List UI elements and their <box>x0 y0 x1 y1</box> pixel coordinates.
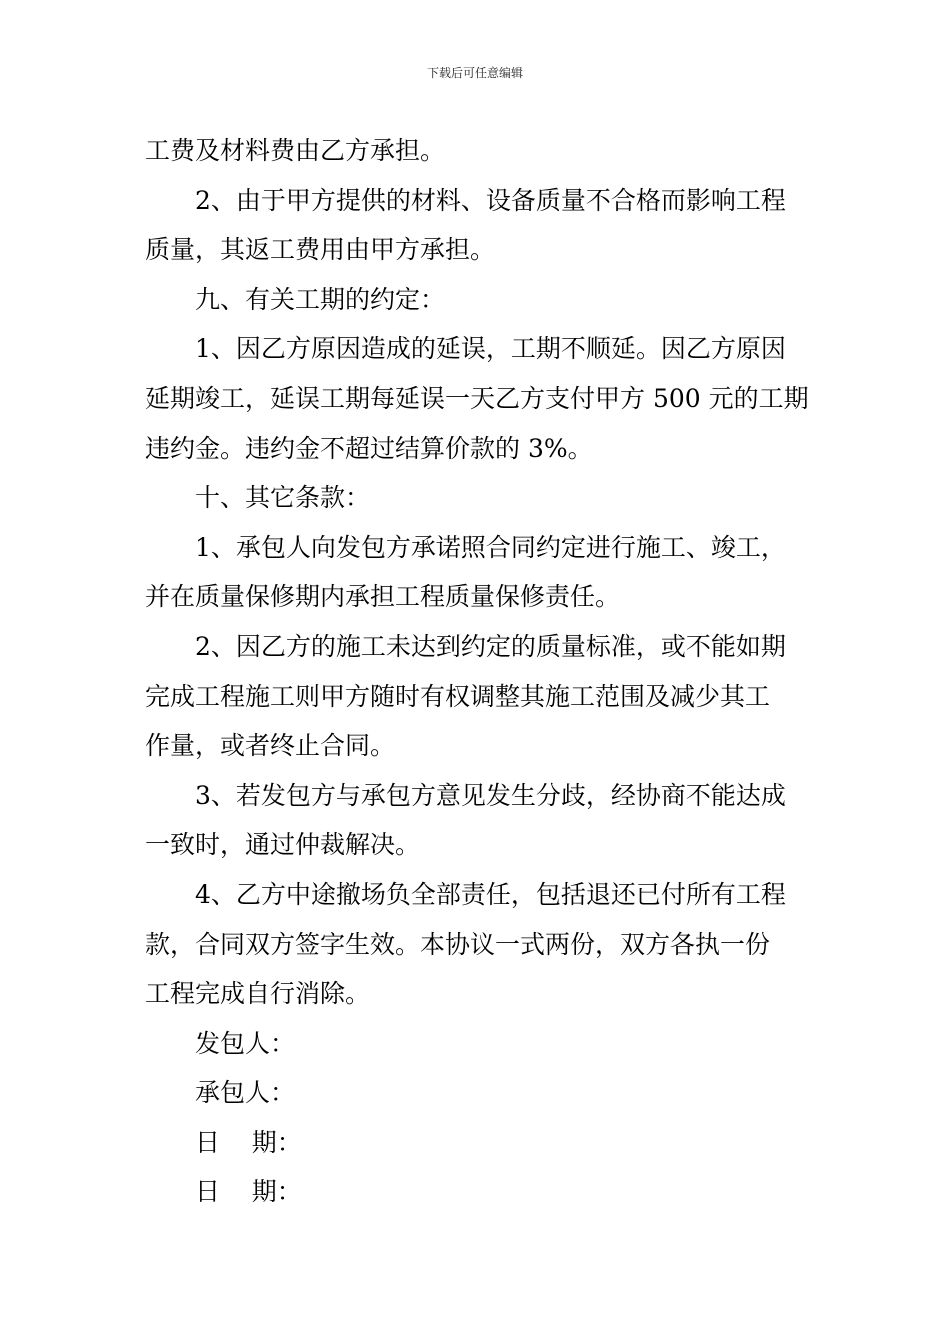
section-heading-schedule: 九、有关工期的约定： <box>195 284 446 314</box>
paragraph-line: 款，合同双方签字生效。本协议一式两份，双方各执一份 <box>145 929 771 959</box>
paragraph-line: 并在质量保修期内承担工程质量保修责任。 <box>145 582 621 612</box>
paragraph-line: 4、乙方中途撤场负全部责任，包括退还已付所有工程 <box>195 879 786 909</box>
document-body <box>145 126 810 1217</box>
paragraph-line: 完成工程施工则甲方随时有权调整其施工范围及减少其工 <box>145 681 771 711</box>
paragraph-line: 3、若发包方与承包方意见发生分歧，经协商不能达成 <box>195 780 786 810</box>
paragraph-line: 一致时，通过仲裁解决。 <box>145 830 421 860</box>
paragraph-line: 2、因乙方的施工未达到约定的质量标准，或不能如期 <box>195 631 786 661</box>
paragraph-line: 延期竣工，延误工期每延误一天乙方支付甲方 500 元的工期 <box>145 383 809 413</box>
signature-contractor-label: 承包人： <box>195 1078 296 1108</box>
paragraph-line: 违约金。违约金不超过结算价款的 3%。 <box>145 433 593 463</box>
paragraph-line: 作量，或者终止合同。 <box>145 731 396 761</box>
paragraph-line: 工费及材料费由乙方承担。 <box>145 136 446 165</box>
page-header-note: 下载后可任意编辑 <box>426 66 523 80</box>
signature-date-label: 日 期： <box>195 1127 302 1157</box>
signature-date-label: 日 期： <box>195 1177 302 1207</box>
paragraph-line: 1、承包人向发包方承诺照合同约定进行施工、竣工， <box>195 532 786 562</box>
paragraph-line: 1、因乙方原因造成的延误，工期不顺延。因乙方原因 <box>195 334 786 364</box>
paragraph-line: 质量，其返工费用由甲方承担。 <box>145 235 496 265</box>
section-heading-other-terms: 十、其它条款： <box>195 483 371 513</box>
signature-employer-label: 发包人： <box>195 1028 296 1058</box>
paragraph-line: 工程完成自行消除。 <box>145 979 371 1009</box>
paragraph-line: 2、由于甲方提供的材料、设备质量不合格而影响工程 <box>195 185 786 215</box>
